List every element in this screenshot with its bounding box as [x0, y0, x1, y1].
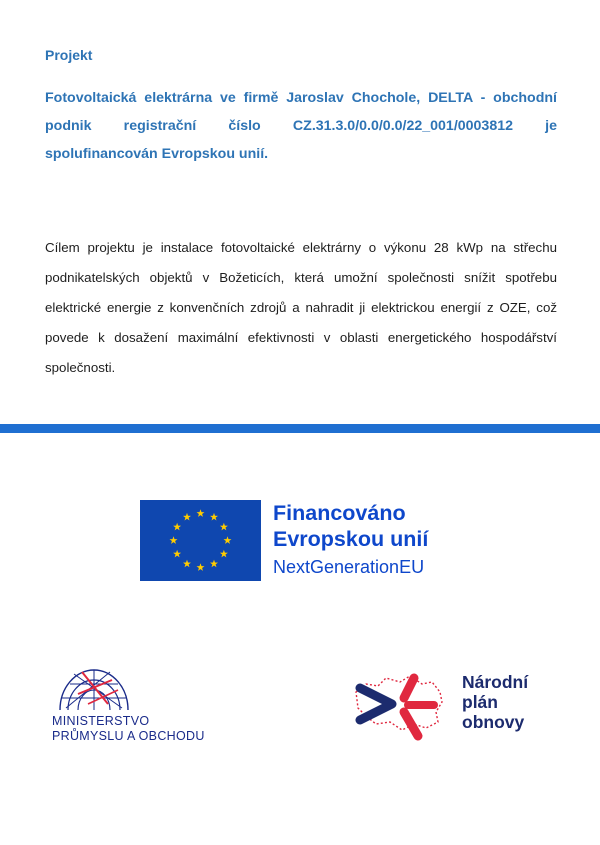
eu-funded-label: Financováno	[273, 501, 406, 525]
project-description: Cílem projektu je instalace fotovoltaické elektrárny o výkonu 28 kWp na střechu podnikatelských objektů v Božeticích, která umožní společnosti snížit spotřebu elektrické energie z konvenčních zdrojů a nahradit ji elektrickou energií z OZE, což povede k dosažení maximální efektivnosti v oblasti energetického hospodářství společnosti.	[45, 240, 557, 375]
eu-flag-icon	[140, 500, 261, 581]
mpo-line2: PRŮMYSLU A OBCHODU	[52, 729, 205, 743]
project-title: Fotovoltaická elektrárna ve firmě Jaroslav Chochole, DELTA - obchodní podnik registrační číslo CZ.31.3.0/0.0/0.0/22_001/0003812 je spolufinancován Evropskou unií.	[45, 90, 557, 162]
npo-logo	[352, 662, 552, 747]
npo-line2: plán	[462, 692, 498, 712]
eu-funding-text	[273, 500, 428, 580]
eu-union-label: Evropskou unií	[273, 527, 429, 551]
mpo-text	[52, 714, 205, 744]
npo-line1: Národní	[462, 672, 529, 692]
npo-text	[462, 672, 528, 732]
eu-nextgen-label: NextGenerationEU	[273, 557, 425, 577]
eu-funding-logo	[140, 500, 470, 585]
divider-bar	[0, 424, 600, 433]
mpo-logo	[52, 664, 232, 749]
npo-map-icon	[352, 662, 446, 746]
npo-line3: obnovy	[462, 712, 525, 732]
project-heading: Projekt	[45, 47, 93, 63]
mpo-line1: MINISTERSTVO	[52, 714, 150, 728]
mpo-globe-icon	[52, 664, 132, 712]
